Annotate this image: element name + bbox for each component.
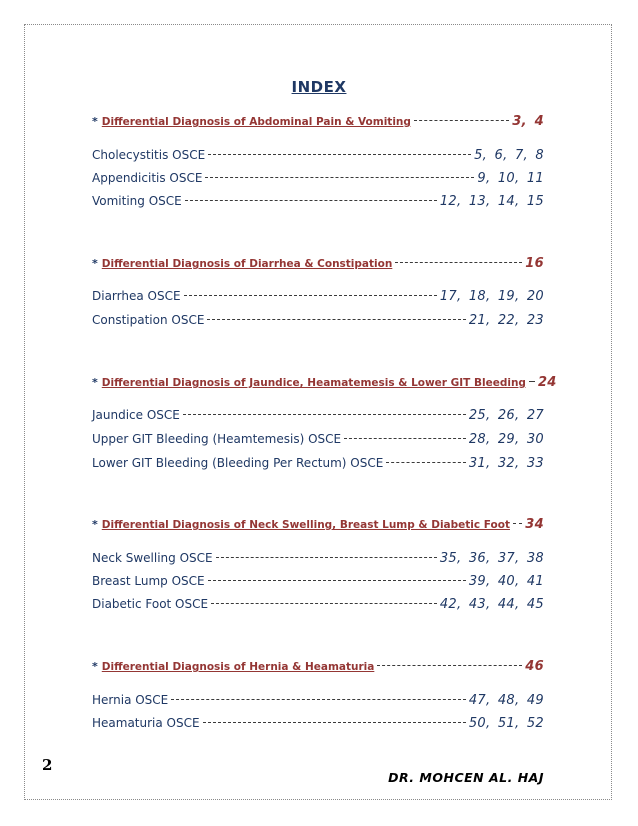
index-entry-vomiting[interactable] [92, 194, 544, 209]
section-heading-abdominal-pain[interactable] [92, 114, 544, 129]
dot-leader [171, 699, 466, 700]
section-heading-jaundice[interactable] [92, 375, 557, 390]
dot-leader [395, 262, 522, 263]
entry-pages: 25, 26, 27 [468, 408, 544, 423]
entry-label: Lower GIT Bleeding (Bleeding Per Rectum) OSCE [92, 456, 384, 470]
page-title: INDEX [291, 78, 347, 96]
index-entry-jaundice[interactable] [92, 408, 544, 423]
section-title: Differential Diagnosis of Jaundice, Heamatemesis & Lower GIT Bleeding [101, 377, 526, 389]
entry-label: Diarrhea OSCE [92, 289, 181, 303]
bullet-star: * [92, 660, 98, 673]
dot-leader [183, 414, 466, 415]
index-entry-upper-git-bleeding[interactable] [92, 432, 544, 447]
entry-pages: 35, 36, 37, 38 [439, 551, 544, 566]
index-entry-cholecystitis[interactable] [92, 148, 544, 163]
bullet-star: * [92, 115, 98, 128]
section-pages: 3, 4 [512, 114, 544, 129]
bullet-star: * [92, 376, 98, 389]
dot-leader [386, 462, 466, 463]
dot-leader [377, 665, 522, 666]
section-title: Differential Diagnosis of Abdominal Pain & Vomiting [101, 116, 411, 128]
entry-pages: 50, 51, 52 [468, 716, 544, 731]
entry-pages: 17, 18, 19, 20 [439, 289, 544, 304]
entry-label: Upper GIT Bleeding (Heamtemesis) OSCE [92, 432, 342, 446]
entry-pages: 21, 22, 23 [468, 313, 544, 328]
section-heading-neck-swelling[interactable] [92, 517, 544, 532]
index-entry-diabetic-foot[interactable] [92, 597, 544, 612]
entry-pages: 12, 13, 14, 15 [439, 194, 544, 209]
index-entry-diarrhea[interactable] [92, 289, 544, 304]
section-heading-diarrhea[interactable] [92, 256, 544, 271]
dot-leader [185, 200, 437, 201]
index-entry-breast-lump[interactable] [92, 574, 544, 589]
dot-leader [184, 295, 437, 296]
entry-label: Vomiting OSCE [92, 194, 182, 208]
dot-leader [513, 523, 522, 524]
dot-leader [208, 580, 466, 581]
index-entry-hernia[interactable] [92, 693, 544, 708]
dot-leader [208, 154, 471, 155]
bullet-star: * [92, 257, 98, 270]
entry-label: Cholecystitis OSCE [92, 148, 206, 162]
dot-leader [203, 722, 466, 723]
section-title: Differential Diagnosis of Hernia & Heamaturia [101, 661, 375, 673]
index-entry-lower-git-bleeding[interactable] [92, 456, 544, 471]
section-pages: 24 [537, 375, 557, 390]
dot-leader [216, 557, 437, 558]
entry-label: Hernia OSCE [92, 693, 169, 707]
page-number: 2 [42, 756, 53, 774]
entry-label: Jaundice OSCE [92, 408, 180, 422]
entry-pages: 28, 29, 30 [468, 432, 544, 447]
entry-pages: 47, 48, 49 [468, 693, 544, 708]
dot-leader [207, 319, 465, 320]
dot-leader [529, 381, 535, 382]
entry-pages: 5, 6, 7, 8 [474, 148, 544, 163]
dot-leader [205, 177, 474, 178]
entry-label: Heamaturia OSCE [92, 716, 200, 730]
bullet-star: * [92, 518, 98, 531]
entry-label: Diabetic Foot OSCE [92, 597, 209, 611]
entry-label: Appendicitis OSCE [92, 171, 203, 185]
section-pages: 46 [525, 659, 544, 674]
section-pages: 34 [525, 517, 544, 532]
author-name: DR. MOHCEN AL. HAJ [388, 770, 544, 785]
entry-pages: 42, 43, 44, 45 [439, 597, 544, 612]
section-title: Differential Diagnosis of Neck Swelling, Breast Lump & Diabetic Foot [101, 519, 510, 531]
entry-label: Neck Swelling OSCE [92, 551, 213, 565]
index-entry-appendicitis[interactable] [92, 171, 544, 186]
entry-label: Breast Lump OSCE [92, 574, 205, 588]
index-entry-constipation[interactable] [92, 313, 544, 328]
dot-leader [414, 120, 509, 121]
dot-leader [344, 438, 466, 439]
section-title: Differential Diagnosis of Diarrhea & Constipation [101, 258, 393, 270]
dot-leader [211, 603, 437, 604]
entry-pages: 39, 40, 41 [468, 574, 544, 589]
section-pages: 16 [525, 256, 544, 271]
entry-pages: 31, 32, 33 [468, 456, 544, 471]
index-entry-heamaturia[interactable] [92, 716, 544, 731]
section-heading-hernia[interactable] [92, 659, 544, 674]
entry-pages: 9, 10, 11 [477, 171, 544, 186]
entry-label: Constipation OSCE [92, 313, 205, 327]
index-entry-neck-swelling[interactable] [92, 551, 544, 566]
